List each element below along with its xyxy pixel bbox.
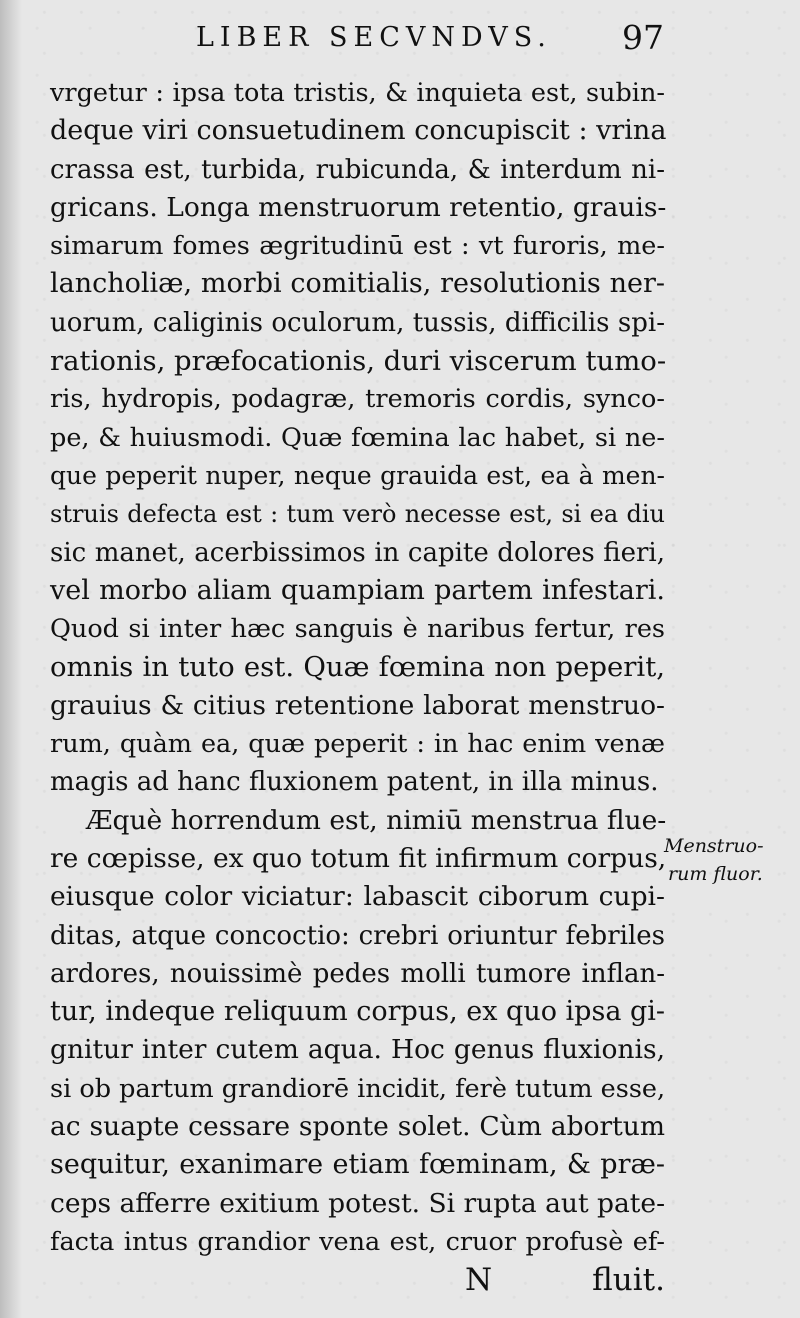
text-line: vrgetur : ipsa tota tristis, & inquieta est, subin-: [50, 78, 665, 108]
text-line: magis ad hanc fluxionem patent, in illa minus.: [50, 767, 659, 798]
text-line: gricans. Longa menstruorum retentio, grauis-: [50, 191, 667, 223]
text-line: ris, hydropis, podagræ, tremoris cordis, synco-: [50, 384, 665, 415]
text-line: ceps afferre exitium potest. Si rupta aut pate-: [50, 1187, 666, 1219]
text-line: ditas, atque concoctio: crebri oriuntur febriles: [50, 920, 665, 951]
binding-gutter-shadow: [0, 0, 22, 1318]
text-line: uorum, caliginis oculorum, tussis, difficilis spi-: [50, 307, 665, 338]
text-line: tur, indeque reliquum corpus, ex quo ipsa gi-: [50, 996, 666, 1028]
text-line-paragraph-start: Æquè horrendum est, nimiū menstrua flue-: [86, 804, 667, 836]
text-line: que peperit nuper, neque grauida est, ea à men-: [50, 460, 665, 490]
text-line: deque viri consuetudinem concupiscit : vrina: [50, 115, 667, 147]
text-line: eiusque color viciatur: labascit ciborum cupi-: [50, 881, 665, 913]
text-line: crassa est, turbida, rubicunda, & interdum ni-: [50, 154, 665, 185]
text-line: gnitur inter cutem aqua. Hoc genus fluxionis,: [50, 1034, 665, 1066]
text-line: lancholiæ, morbi comitialis, resolutionis ner-: [50, 268, 665, 300]
page-number: 97: [622, 18, 664, 57]
text-line: ardores, nouissimè pedes molli tumore inflan-: [50, 958, 665, 989]
text-line: struis defecta est : tum verò necesse est, si ea diu: [50, 500, 665, 529]
text-line: Quod si inter hæc sanguis è naribus fertur, res: [50, 614, 665, 645]
marginal-note-line: Menstruo-: [664, 835, 764, 857]
text-line: omnis in tuto est. Quæ fœmina non peperit,: [50, 651, 665, 684]
main-text-block: [50, 74, 665, 1300]
catchword: fluit.: [592, 1262, 665, 1299]
marginal-note-line: rum fluor.: [668, 863, 763, 885]
running-head: LIBER SECVNDVS.: [196, 22, 552, 53]
text-line: sic manet, acerbissimos in capite dolores fieri,: [50, 537, 665, 568]
marginal-note: [664, 832, 764, 888]
text-line: grauius & citius retentione laborat menstruo-: [50, 689, 665, 721]
text-line: vel morbo aliam quampiam partem infestari.: [50, 574, 665, 606]
text-line: pe, & huiusmodi. Quæ fœmina lac habet, si ne-: [50, 422, 665, 453]
text-line: simarum fomes ægritudinū est : vt furoris, me-: [50, 231, 665, 262]
text-line: ac suapte cessare sponte solet. Cùm abortum: [50, 1111, 665, 1143]
text-line: rationis, præfocationis, duri viscerum tumo-: [50, 345, 667, 378]
text-line: facta intus grandior vena est, cruor profusè ef-: [50, 1226, 665, 1257]
text-line: rum, quàm ea, quæ peperit : in hac enim venæ: [50, 729, 665, 760]
footer-line: [50, 1261, 665, 1299]
signature-mark: N: [465, 1262, 493, 1299]
text-line: si ob partum grandiorē incidit, ferè tutum esse,: [50, 1073, 666, 1104]
text-line: re cœpisse, ex quo totum fit infirmum corpus,: [50, 842, 667, 874]
text-line: sequitur, exanimare etiam fœminam, & præ-: [50, 1149, 665, 1181]
